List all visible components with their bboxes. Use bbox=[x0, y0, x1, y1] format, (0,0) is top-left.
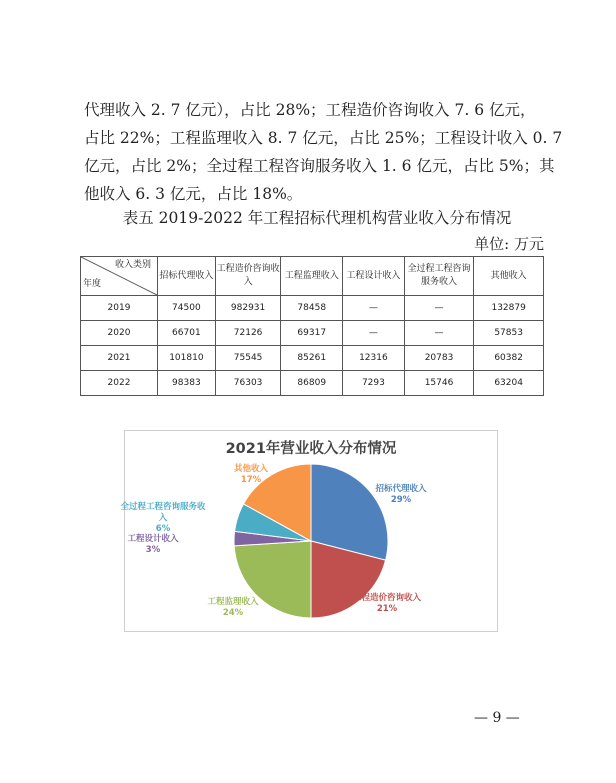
pie-slice-name: 工程监理收入 bbox=[207, 597, 259, 607]
page-number: — 9 — bbox=[474, 710, 520, 726]
table-cell: — bbox=[404, 296, 474, 321]
paragraph-line: 代理收入 2. 7 亿元），占比 28%；工程造价咨询收入 7. 6 亿元， bbox=[84, 101, 536, 119]
paragraph-line: 他收入 6. 3 亿元，占比 18%。 bbox=[84, 185, 303, 203]
pie-slice-name: 工程设计收入 bbox=[127, 534, 179, 544]
pie-slice-name: 招标代理收入 bbox=[375, 484, 427, 494]
table-cell: 86809 bbox=[281, 371, 343, 396]
year-cell: 2020 bbox=[81, 321, 158, 346]
pie-slice-label bbox=[108, 534, 198, 556]
table-cell: 101810 bbox=[158, 346, 216, 371]
corner-label-year: 年度 bbox=[83, 279, 102, 289]
table-row bbox=[81, 371, 544, 396]
year-cell: 2019 bbox=[81, 296, 158, 321]
table-row bbox=[81, 296, 544, 321]
body-paragraph bbox=[84, 96, 563, 208]
table-cell: 75545 bbox=[215, 346, 281, 371]
table-cell: 7293 bbox=[343, 371, 405, 396]
table-header-row bbox=[81, 257, 544, 296]
table-cell: 57853 bbox=[474, 321, 544, 346]
pie-slice-percent: 24% bbox=[222, 608, 244, 618]
pie-slice-percent: 3% bbox=[145, 545, 161, 555]
year-cell: 2022 bbox=[81, 371, 158, 396]
table-cell: 85261 bbox=[281, 346, 343, 371]
pie-slice-name: 工程造价咨询收入 bbox=[352, 593, 421, 603]
table-cell: 74500 bbox=[158, 296, 216, 321]
pie-slice-label bbox=[216, 464, 286, 486]
table-cell: 76303 bbox=[215, 371, 281, 396]
column-header: 工程监理收入 bbox=[281, 257, 343, 296]
column-header: 全过程工程咨询服务收入 bbox=[404, 257, 474, 296]
column-header: 招标代理收入 bbox=[158, 257, 216, 296]
table-cell: — bbox=[404, 321, 474, 346]
table-cell: 63204 bbox=[474, 371, 544, 396]
column-header: 工程造价咨询收入 bbox=[215, 257, 281, 296]
table-unit: 单位: 万元 bbox=[474, 235, 544, 253]
table-cell: 66701 bbox=[158, 321, 216, 346]
table-cell: 78458 bbox=[281, 296, 343, 321]
table-cell: 12316 bbox=[343, 346, 405, 371]
table-cell: 69317 bbox=[281, 321, 343, 346]
pie-slice-percent: 17% bbox=[240, 475, 262, 485]
diagonal-header-cell bbox=[81, 257, 158, 296]
column-header: 工程设计收入 bbox=[343, 257, 405, 296]
table-cell: 982931 bbox=[215, 296, 281, 321]
table-cell: 98383 bbox=[158, 371, 216, 396]
table-cell: — bbox=[343, 296, 405, 321]
table-cell: 60382 bbox=[474, 346, 544, 371]
column-header: 其他收入 bbox=[474, 257, 544, 296]
table-cell: 15746 bbox=[404, 371, 474, 396]
table-cell: — bbox=[343, 321, 405, 346]
pie-chart-container bbox=[120, 430, 498, 632]
table-cell: 132879 bbox=[474, 296, 544, 321]
table-caption: 表五 2019-2022 年工程招标代理机构营业收入分布情况 bbox=[122, 209, 512, 227]
chart-title: 2021年营业收入分布情况 bbox=[225, 441, 397, 457]
pie-slice-label bbox=[193, 597, 273, 619]
pie-slice-name: 全过程工程咨询服务收入 bbox=[120, 502, 206, 523]
paragraph-line: 亿元，占比 2%；全过程工程咨询服务收入 1. 6 亿元，占比 5%；其 bbox=[84, 157, 555, 175]
pie-slice-name: 其他收入 bbox=[233, 464, 268, 474]
paragraph-line: 占比 22%；工程监理收入 8. 7 亿元，占比 25%；工程设计收入 0. 7 bbox=[84, 129, 563, 147]
corner-label-category: 收入类别 bbox=[114, 260, 151, 270]
pie-slice-label bbox=[351, 484, 451, 506]
pie-slice-label bbox=[118, 502, 208, 535]
pie-slice-label bbox=[342, 593, 432, 615]
pie-slice-percent: 21% bbox=[376, 604, 398, 614]
revenue-table bbox=[80, 256, 544, 396]
year-cell: 2021 bbox=[81, 346, 158, 371]
table-row bbox=[81, 321, 544, 346]
pie-slice-percent: 29% bbox=[390, 495, 412, 505]
pie-slice-percent: 6% bbox=[155, 524, 171, 534]
table-cell: 20783 bbox=[404, 346, 474, 371]
table-row bbox=[81, 346, 544, 371]
table-cell: 72126 bbox=[215, 321, 281, 346]
